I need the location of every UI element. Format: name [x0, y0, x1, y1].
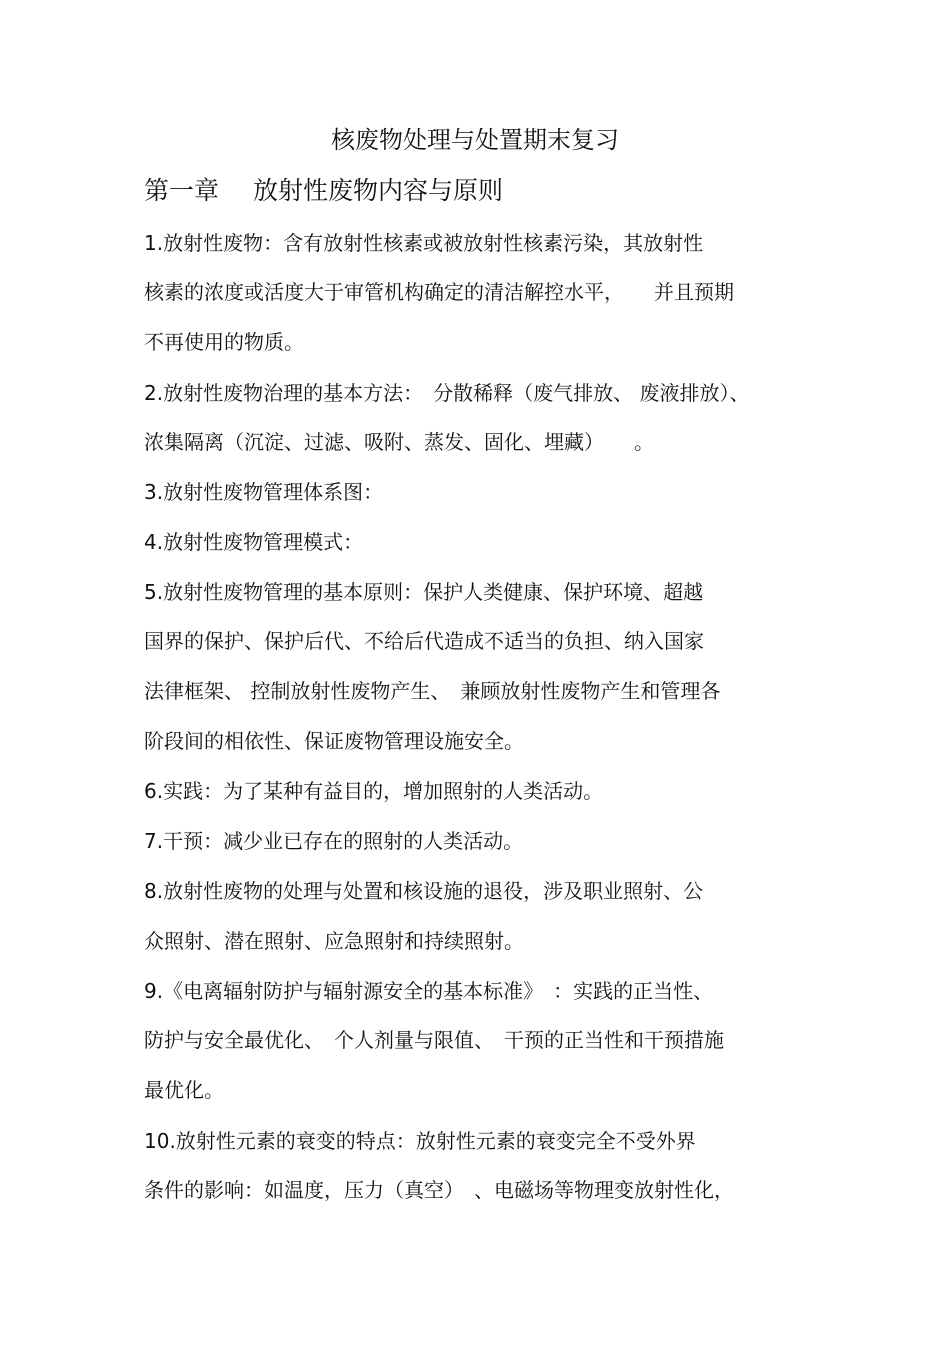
text-line: 核素的浓度或活度大于审管机构确定的清洁解控水平， 并且预期 — [144, 280, 734, 304]
chapter-name: 放射性废物内容与原则 — [253, 176, 504, 205]
text-line: 浓集隔离（沉淀、过滤、吸附、蒸发、固化、埋藏） 。 — [144, 430, 654, 454]
chapter-number: 第一章 — [144, 176, 220, 205]
text-line: 4.放射性废物管理模式： — [144, 530, 364, 554]
text-line: 国界的保护、保护后代、不给后代造成不适当的负担、纳入国家 — [144, 629, 704, 653]
text-line: 3.放射性废物管理体系图： — [144, 480, 384, 504]
text-line: 最优化。 — [144, 1078, 224, 1102]
text-line: 防护与安全最优化、 个人剂量与限值、 干预的正当性和干预措施 — [144, 1028, 724, 1052]
text-line: 5.放射性废物管理的基本原则：保护人类健康、保护环境、超越 — [144, 580, 704, 604]
text-line: 2.放射性废物治理的基本方法： 分散稀释（废气排放、 废液排放）、 — [144, 381, 750, 405]
text-line: 9.《电离辐射防护与辐射源安全的基本标准》 ：实践的正当性、 — [144, 979, 714, 1003]
text-line: 10.放射性元素的衰变的特点：放射性元素的衰变完全不受外界 — [144, 1129, 696, 1153]
chapter-heading — [144, 172, 503, 210]
text-line: 法律框架、 控制放射性废物产生、 兼顾放射性废物产生和管理各 — [144, 679, 721, 703]
text-line: 7.干预：减少业已存在的照射的人类活动。 — [144, 829, 524, 853]
text-line: 8.放射性废物的处理与处置和核设施的退役，涉及职业照射、公 — [144, 879, 704, 903]
document-title: 核废物处理与处置期末复习 — [331, 126, 619, 154]
text-line: 阶段间的相依性、保证废物管理设施安全。 — [144, 729, 524, 753]
text-line: 不再使用的物质。 — [144, 330, 304, 354]
text-line: 6.实践：为了某种有益目的，增加照射的人类活动。 — [144, 779, 604, 803]
text-line: 众照射、潜在照射、应急照射和持续照射。 — [144, 929, 524, 953]
text-line: 1.放射性废物：含有放射性核素或被放射性核素污染，其放射性 — [144, 231, 704, 255]
text-line: 条件的影响：如温度，压力（真空） 、电磁场等物理变放射性化， — [144, 1178, 734, 1202]
